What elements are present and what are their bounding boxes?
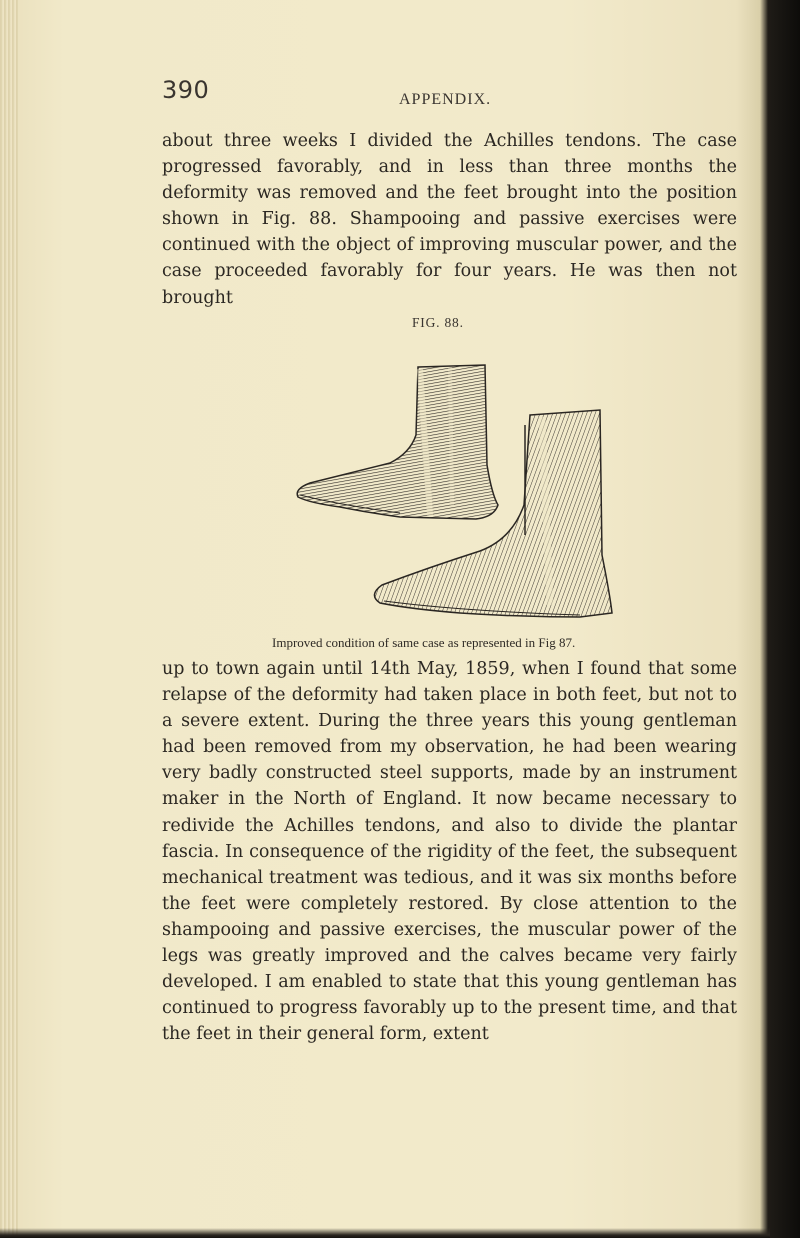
paragraph-top: about three weeks I divided the Achilles tendons. The case progressed favorably, and in less than three months the deformity was removed and the feet brought into the position shown in Fig. 88. Shampooing and passive exercises were continued with the object of improving muscular power, and the case proceeded favorably for four years. He was then not brought xyxy=(162,131,737,308)
page-number: 390 xyxy=(162,76,210,104)
paragraph-bottom: up to town again until 14th May, 1859, when I found that some relapse of the deformity had taken place in both feet, but not to a severe extent. During the three years this young gentleman had been removed from my observation, he had been wearing very badly constructed steel supports, made by an instrument maker in the North of England. It now became necessary to redivide the Achilles tendons, and also to divide the plantar fascia. In consequence of the rigidity of the feet, the subsequent mechanical treatment was tedious, and it was six months before the feet were completely restored. By close attention to the shampooing and passive exercises, the muscular power of the legs was greatly improved and the calves became very fairly developed. I am enabled to state that this young gentleman has continued to progress favorably up to the present time, and that the feet in their general form, extent xyxy=(162,659,737,1045)
feet-illustration xyxy=(280,355,620,620)
page-bottom-shadow xyxy=(0,1228,770,1238)
figure-caption: Improved condition of same case as represented in Fig 87. xyxy=(272,635,576,650)
figure-label: FIG. 88. xyxy=(412,315,464,330)
running-head: APPENDIX. xyxy=(399,91,492,108)
left-foot-drawing xyxy=(297,365,498,519)
page-stack-edge xyxy=(0,0,18,1238)
